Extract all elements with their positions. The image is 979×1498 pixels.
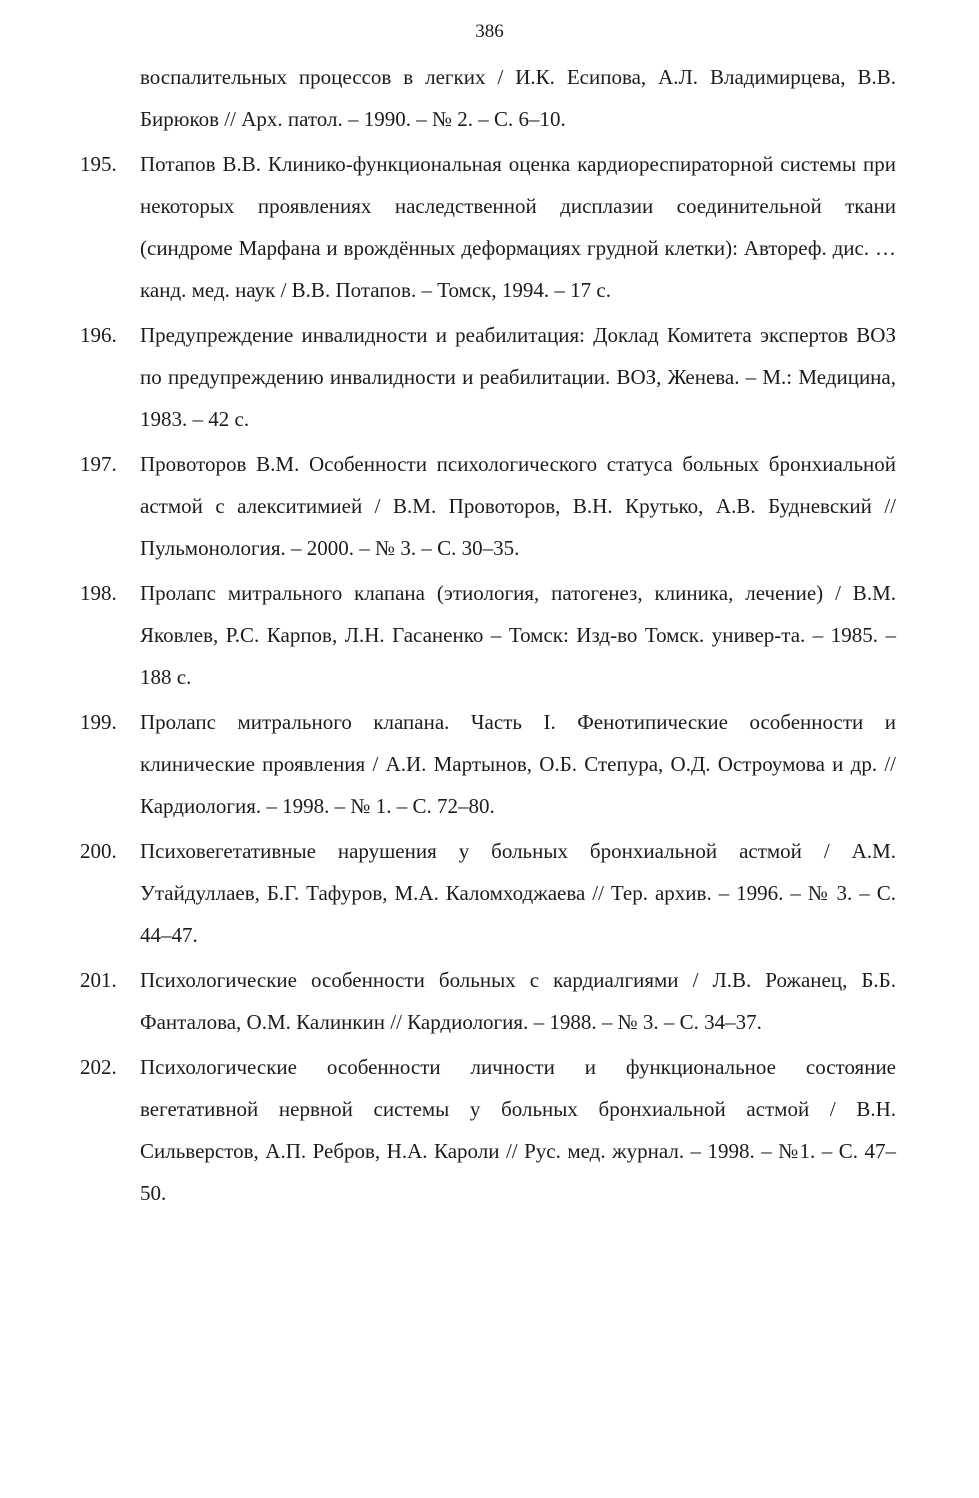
reference-text: Психовегетативные нарушения у больных бронхиальной астмой / А.М. Утайдуллаев, Б.Г. Тафуров, М.А. Каломходжаева // Тер. архив. – 1996. – № 3. – С. 44–47. [140,839,896,947]
reference-text: Пролапс митрального клапана. Часть I. Фенотипические особенности и клинические проявления / А.И. Мартынов, О.Б. Степура, О.Д. Остроумова и др. // Кардиология. – 1998. – № 1. – С. 72–80. [140,710,896,818]
reference-entry [0,56,979,140]
reference-entry [0,314,979,440]
reference-entry [0,1046,979,1214]
reference-text: Психологические особенности личности и функциональное состояние вегетативной нервной системы у больных бронхиальной астмой / В.Н. Сильверстов, А.П. Ребров, Н.А. Кароли // Рус. мед. журнал. – 1998. – №1. – С. 47–50. [140,1055,896,1205]
reference-entry [0,959,979,1043]
reference-number: 197. [80,452,117,476]
reference-number: 196. [80,323,117,347]
reference-number: 198. [80,581,117,605]
reference-entry [0,830,979,956]
reference-number: 195. [80,152,117,176]
reference-entry [0,443,979,569]
reference-text: Провоторов В.М. Особенности психологического статуса больных бронхиальной астмой с алекситимией / В.М. Провоторов, В.Н. Крутько, А.В. Будневский // Пульмонология. – 2000. – № 3. – С. 30–35. [140,452,896,560]
reference-number: 200. [80,839,117,863]
reference-text: Пролапс митрального клапана (этиология, патогенез, клиника, лечение) / В.М. Яковлев, Р.С. Карпов, Л.Н. Гасаненко – Томск: Изд-во Томск. универ-та. – 1985. – 188 с. [140,581,896,689]
reference-text: Предупреждение инвалидности и реабилитация: Доклад Комитета экспертов ВОЗ по предупреждению инвалидности и реабилитации. ВОЗ, Женева. – М.: Медицина, 1983. – 42 с. [140,323,896,431]
reference-entry [0,572,979,698]
reference-number: 199. [80,710,117,734]
reference-text: Потапов В.В. Клинико-функциональная оценка кардиореспираторной системы при некоторых проявлениях наследственной дисплазии соединительной ткани (синдроме Марфана и врождённых деформациях грудной клетки): Автореф. дис. … канд. мед. наук / В.В. Потапов. – Томск, 1994. – 17 с. [140,152,896,302]
reference-list [0,56,979,1217]
reference-number: 201. [80,968,117,992]
page-number: 386 [475,21,504,42]
reference-entry [0,143,979,311]
reference-entry [0,701,979,827]
reference-number: 202. [80,1055,117,1079]
reference-text: Психологические особенности больных с кардиалгиями / Л.В. Рожанец, Б.Б. Фанталова, О.М. Калинкин // Кардиология. – 1988. – № 3. – С. 34–37. [140,968,896,1034]
reference-text: воспалительных процессов в легких / И.К. Есипова, А.Л. Владимирцева, В.В. Бирюков // Арх. патол. – 1990. – № 2. – С. 6–10. [140,65,896,131]
